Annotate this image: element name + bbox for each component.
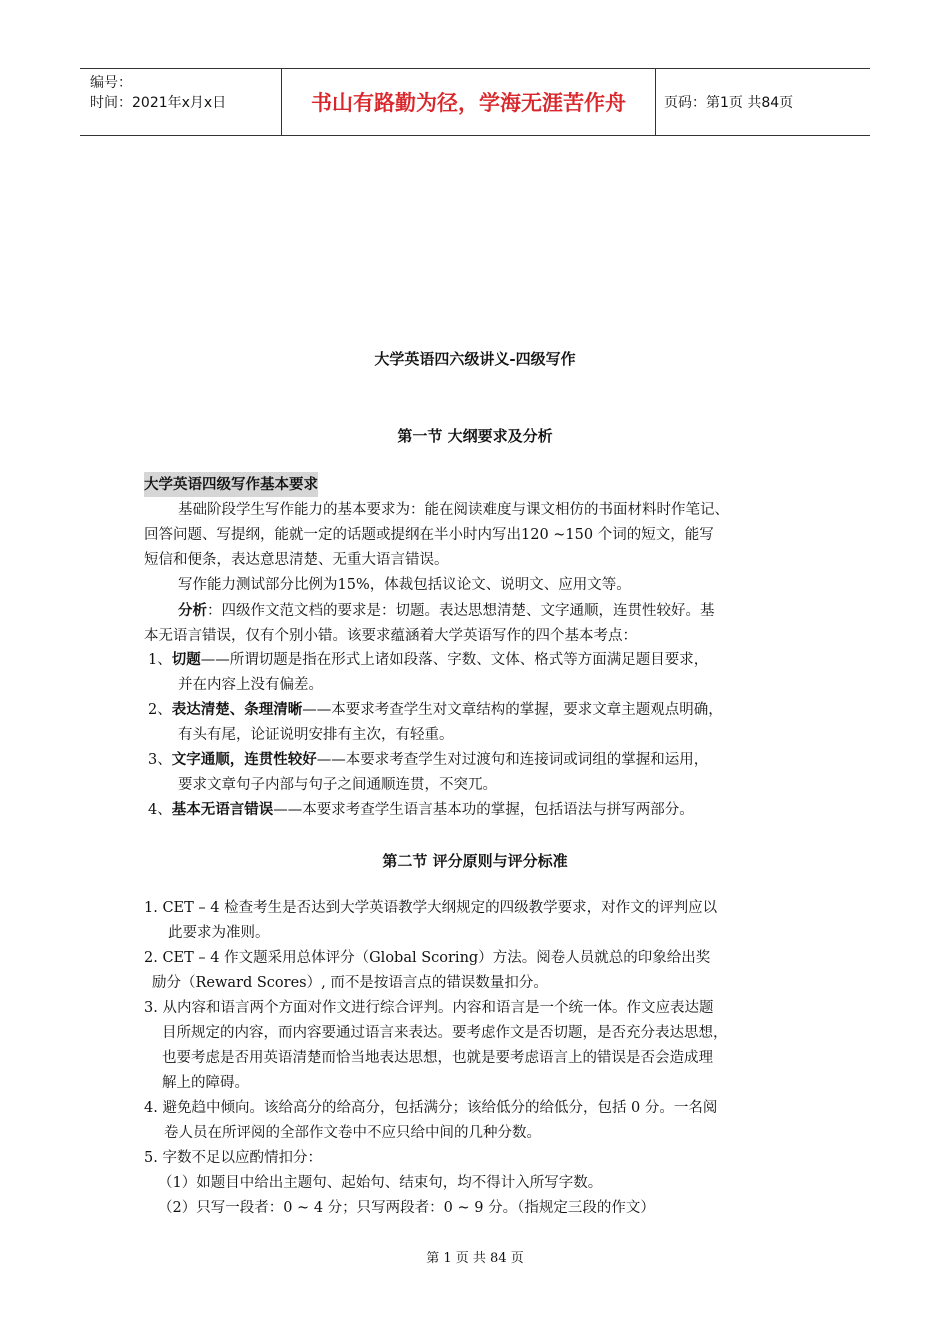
item-number: 1、 (148, 652, 172, 668)
requirement-item (148, 697, 838, 748)
date-label: 时间：2021年x月x日 (90, 95, 227, 111)
rule-line: 4. 避免趋中倾向。该给高分的给高分，包括满分；该给低分的给低分，包括 0 分。一名阅 (144, 1100, 718, 1116)
para3-line2: 本无语言错误，仅有个别小错。该要求蕴涵着大学英语写作的四个基本考点： (144, 628, 637, 644)
rule-line: 卷人员在所评阅的全部作文卷中不应只给中间的几种分数。 (164, 1125, 541, 1141)
document-title: 大学英语四六级讲义-四级写作 (374, 350, 576, 368)
header-info-cell (80, 69, 282, 135)
rule-line: （1）如题目中给出主题句、起始句、结束句，均不得计入所写字数。 (158, 1175, 603, 1191)
item-text: ——所谓切题是指在形式上诸如段落、字数、文体、格式等方面满足题目要求， (200, 652, 709, 668)
item-cont: 要求文章句子内部与句子之间通顺连贯，不突兀。 (178, 777, 497, 793)
item-text: ——本要求考查学生对过渡句和连接词或词组的掌握和运用， (316, 752, 709, 768)
item-number: 4、 (148, 802, 172, 818)
item-number: 2、 (148, 702, 172, 718)
item-number: 3、 (148, 752, 172, 768)
item-bold: 切题 (171, 651, 201, 668)
item-bold: 文字通顺，连贯性较好 (171, 751, 317, 768)
item-text: ——本要求考查学生对文章结构的掌握，要求文章主题观点明确， (302, 702, 723, 718)
page-footer: 第 1 页 共 84 页 (426, 1251, 524, 1266)
rule-line: 5. 字数不足以应酌情扣分： (144, 1150, 322, 1166)
item-text: ——本要求考查学生语言基本功的掌握，包括语法与拼写两部分。 (273, 802, 694, 818)
item-bold: 表达清楚、条理清晰 (171, 701, 303, 718)
item-cont: 并在内容上没有偏差。 (178, 677, 323, 693)
section2-heading: 第二节 评分原则与评分标准 (382, 852, 568, 870)
rule-line: （2）只写一段者：0 ~ 4 分；只写两段者：0 ~ 9 分。（指规定三段的作文） (158, 1200, 655, 1216)
requirement-item (148, 747, 828, 798)
rule-line: 目所规定的内容，而内容要通过语言来表达。要考虑作文是否切题，是否充分表达思想， (162, 1025, 728, 1041)
page-label: 页码：第1页 共84页 (664, 95, 794, 111)
para1-line1: 基础阶段学生写作能力的基本要求为：能在阅读难度与课文相仿的书面材料时作笔记、 (178, 502, 729, 518)
rule-line: 励分（Reward Scores）, 而不是按语言点的错误数量扣分。 (152, 975, 548, 991)
para3-text: ：四级作文范文档的要求是：切题。表达思想清楚、文字通顺，连贯性较好。基 (207, 603, 715, 619)
number-label: 编号： (90, 75, 132, 91)
requirement-item (148, 797, 838, 823)
motto: 书山有路勤为径，学海无涯苦作舟 (282, 69, 656, 135)
requirement-item (148, 647, 828, 698)
rule-line: 也要考虑是否用英语清楚而恰当地表达思想，也就是要考虑语言上的错误是否会造成理 (162, 1050, 713, 1066)
rule-line: 解上的障碍。 (162, 1075, 249, 1091)
rule-line: 3. 从内容和语言两个方面对作文进行综合评判。内容和语言是一个统一体。作文应表达题 (144, 1000, 714, 1016)
section1-subheading: 大学英语四级写作基本要求 (144, 472, 318, 497)
para1-line3: 短信和便条，表达意思清楚、无重大语言错误。 (144, 552, 449, 568)
rule-line: 此要求为准则。 (168, 925, 270, 941)
section1-body (144, 472, 824, 649)
item-bold: 基本无语言错误 (171, 801, 274, 818)
item-cont: 有头有尾，论证说明安排有主次，有轻重。 (178, 727, 454, 743)
section2-body (144, 896, 834, 1221)
rule-line: 2. CET – 4 作文题采用总体评分（Global Scoring）方法。阅卷人员就总的印象给出奖 (144, 950, 711, 966)
para3-line1 (144, 598, 824, 624)
page-header (80, 68, 870, 136)
para1-line2: 回答问题、写提纲，能就一定的话题或提纲在半小时内写出120 ~150 个词的短文，能写 (144, 527, 714, 543)
analysis-label: 分析 (178, 602, 207, 619)
rule-line: 1. CET – 4 检查考生是否达到大学英语教学大纲规定的四级教学要求，对作文的评判应以 (144, 900, 718, 916)
section1-heading: 第一节 大纲要求及分析 (397, 427, 553, 445)
para2: 写作能力测试部分比例为15%，体裁包括议论文、说明文、应用文等。 (178, 577, 631, 593)
